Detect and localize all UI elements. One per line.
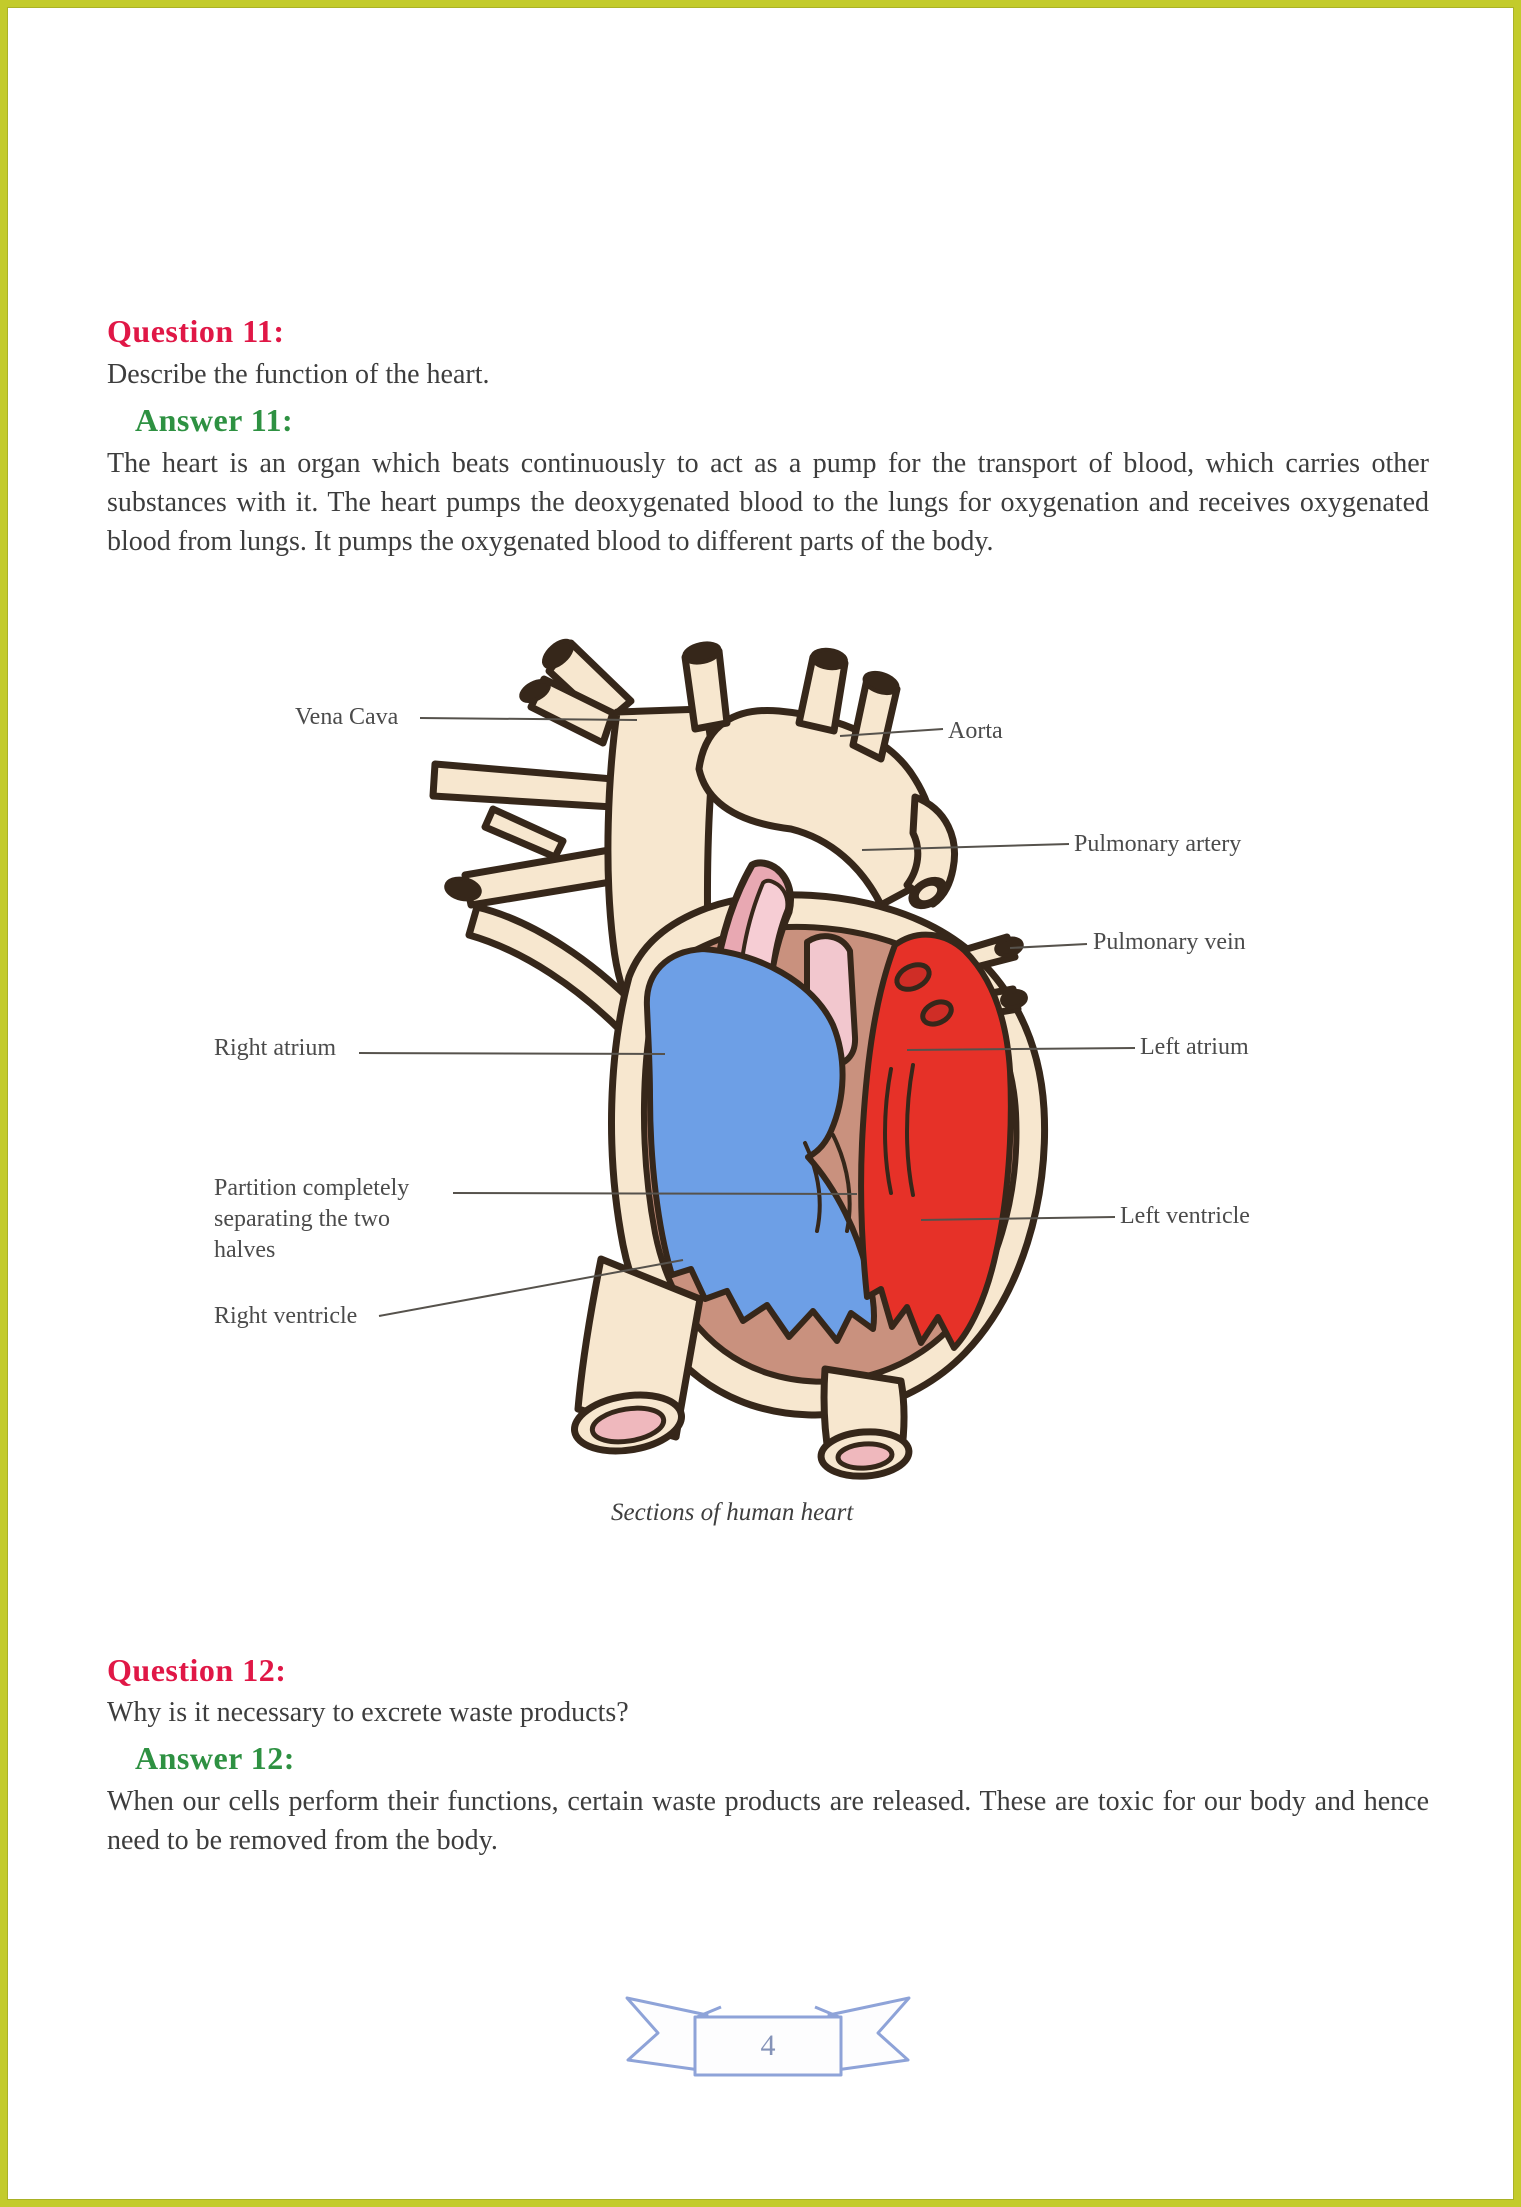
- heart-diagram: [7, 7, 1521, 2207]
- answer-12-heading: Answer 12:: [135, 1740, 295, 1776]
- left-chambers-red: [861, 935, 1011, 1348]
- question-11-text: Describe the function of the heart.: [107, 359, 490, 390]
- label-right-ventricle: Right ventricle: [214, 1303, 358, 1329]
- aorta-vessel: [683, 640, 955, 912]
- page-number: 4: [760, 2029, 776, 2062]
- answer-11-heading: Answer 11:: [135, 402, 294, 438]
- label-vena-cava: Vena Cava: [295, 704, 399, 730]
- label-right-atrium: Right atrium: [214, 1035, 336, 1061]
- question-11-heading: Question 11:: [107, 313, 285, 349]
- diagram-caption: Sections of human heart: [611, 1499, 854, 1526]
- question-12-text: Why is it necessary to excrete waste products?: [107, 1697, 629, 1728]
- answer-12-paragraph: When our cells perform their functions, certain waste products are released. These are toxic for our body and hence need to be removed from the body.: [107, 1786, 1429, 1856]
- label-left-ventricle: Left ventricle: [1120, 1203, 1250, 1229]
- label-partition: Partition completely separating the two halves: [214, 1175, 410, 1263]
- question-12-heading: Question 12:: [107, 1652, 287, 1688]
- label-left-atrium: Left atrium: [1140, 1034, 1249, 1060]
- answer-11-paragraph: The heart is an organ which beats continuously to act as a pump for the transport of blood, which carries other substances with it. The heart pumps the deoxygenated blood to the lungs for oxygenation and receives oxygenated blood from lungs. It pumps the oxygenated blood to different parts of the body.: [107, 448, 1429, 557]
- label-pulmonary-artery: Pulmonary artery: [1074, 831, 1242, 857]
- label-pulmonary-vein: Pulmonary vein: [1093, 929, 1246, 955]
- label-aorta: Aorta: [948, 718, 1003, 744]
